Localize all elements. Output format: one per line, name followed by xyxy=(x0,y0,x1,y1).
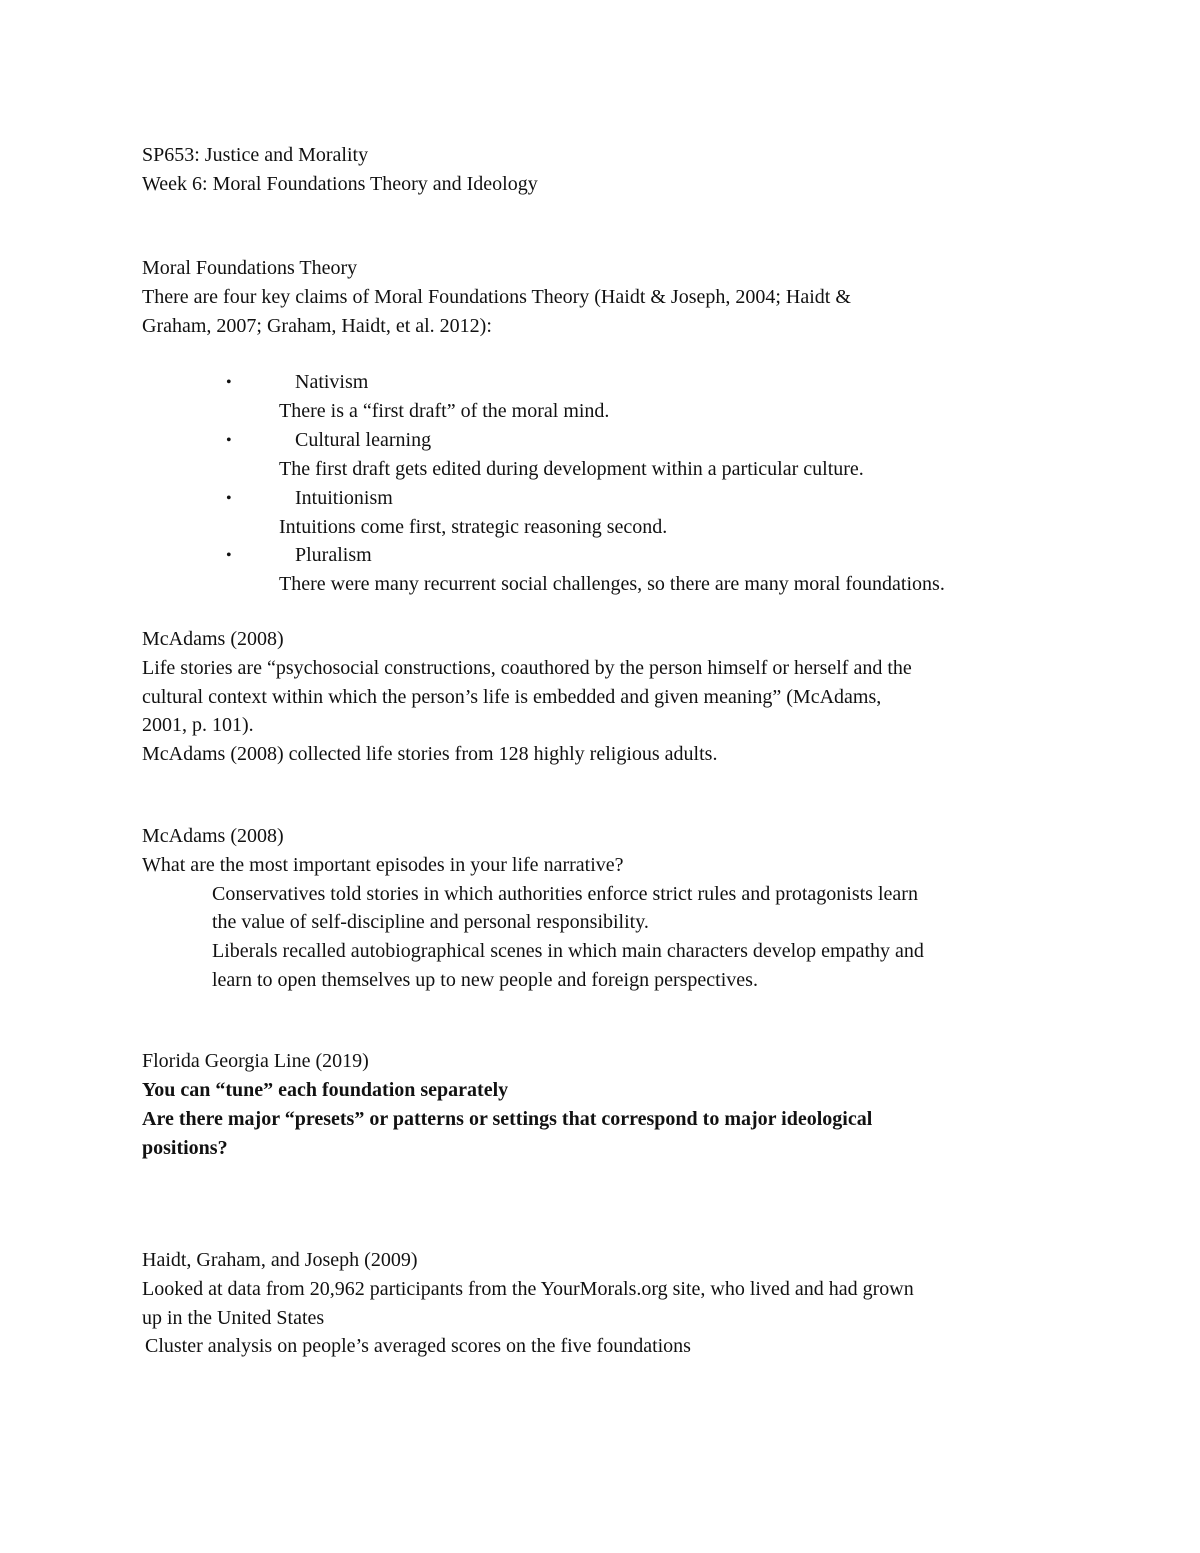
bullet-glyph: • xyxy=(226,490,232,507)
claim-label: Pluralism xyxy=(295,544,372,566)
hgj-text-line: Looked at data from 20,962 participants from the YourMorals.org site, who lived and had grown xyxy=(142,1278,914,1300)
bullet-glyph: • xyxy=(226,547,232,564)
fgl-bold-line: Are there major “presets” or patterns or settings that correspond to major ideological xyxy=(142,1108,873,1130)
claim-label: Intuitionism xyxy=(295,487,393,509)
hgj-text-line: Cluster analysis on people’s averaged scores on the five foundations xyxy=(145,1335,691,1357)
mcadams-finding-line: Liberals recalled autobiographical scenes in which main characters develop empathy and xyxy=(212,940,924,962)
course-title: SP653: Justice and Morality xyxy=(142,144,369,166)
week-title: Week 6: Moral Foundations Theory and Ideology xyxy=(142,173,538,195)
mft-intro-line: There are four key claims of Moral Foundations Theory (Haidt & Joseph, 2004; Haidt & xyxy=(142,286,851,308)
claim-description: There is a “first draft” of the moral mind. xyxy=(279,400,610,422)
mcadams-text-line: 2001, p. 101). xyxy=(142,714,254,736)
section-heading-mcadams: McAdams (2008) xyxy=(142,825,284,847)
section-heading-fgl: Florida Georgia Line (2019) xyxy=(142,1050,369,1072)
claim-description: The first draft gets edited during development within a particular culture. xyxy=(279,458,864,480)
mcadams-text-line: cultural context within which the person’s life is embedded and given meaning” (McAdams, xyxy=(142,686,882,708)
mcadams-finding-line: the value of self-discipline and personal responsibility. xyxy=(212,911,649,933)
mcadams-question: What are the most important episodes in your life narrative? xyxy=(142,854,624,876)
bullet-glyph: • xyxy=(226,432,232,449)
bullet-glyph: • xyxy=(226,374,232,391)
mcadams-text-line: McAdams (2008) collected life stories from 128 highly religious adults. xyxy=(142,743,718,765)
mft-intro-line: Graham, 2007; Graham, Haidt, et al. 2012): xyxy=(142,315,492,337)
mcadams-finding-line: learn to open themselves up to new people and foreign perspectives. xyxy=(212,969,758,991)
section-heading-mcadams: McAdams (2008) xyxy=(142,628,284,650)
fgl-bold-line: positions? xyxy=(142,1137,228,1159)
claim-description: There were many recurrent social challenges, so there are many moral foundations. xyxy=(279,573,945,595)
claim-label: Nativism xyxy=(295,371,369,393)
claim-description: Intuitions come first, strategic reasoning second. xyxy=(279,516,668,538)
section-heading-hgj: Haidt, Graham, and Joseph (2009) xyxy=(142,1249,418,1271)
mcadams-text-line: Life stories are “psychosocial constructions, coauthored by the person himself or herself and the xyxy=(142,657,912,679)
hgj-text-line: up in the United States xyxy=(142,1307,325,1329)
mcadams-finding-line: Conservatives told stories in which authorities enforce strict rules and protagonists learn xyxy=(212,883,918,905)
claim-label: Cultural learning xyxy=(295,429,432,451)
section-heading-mft: Moral Foundations Theory xyxy=(142,257,358,279)
fgl-bold-line: You can “tune” each foundation separately xyxy=(142,1079,509,1101)
